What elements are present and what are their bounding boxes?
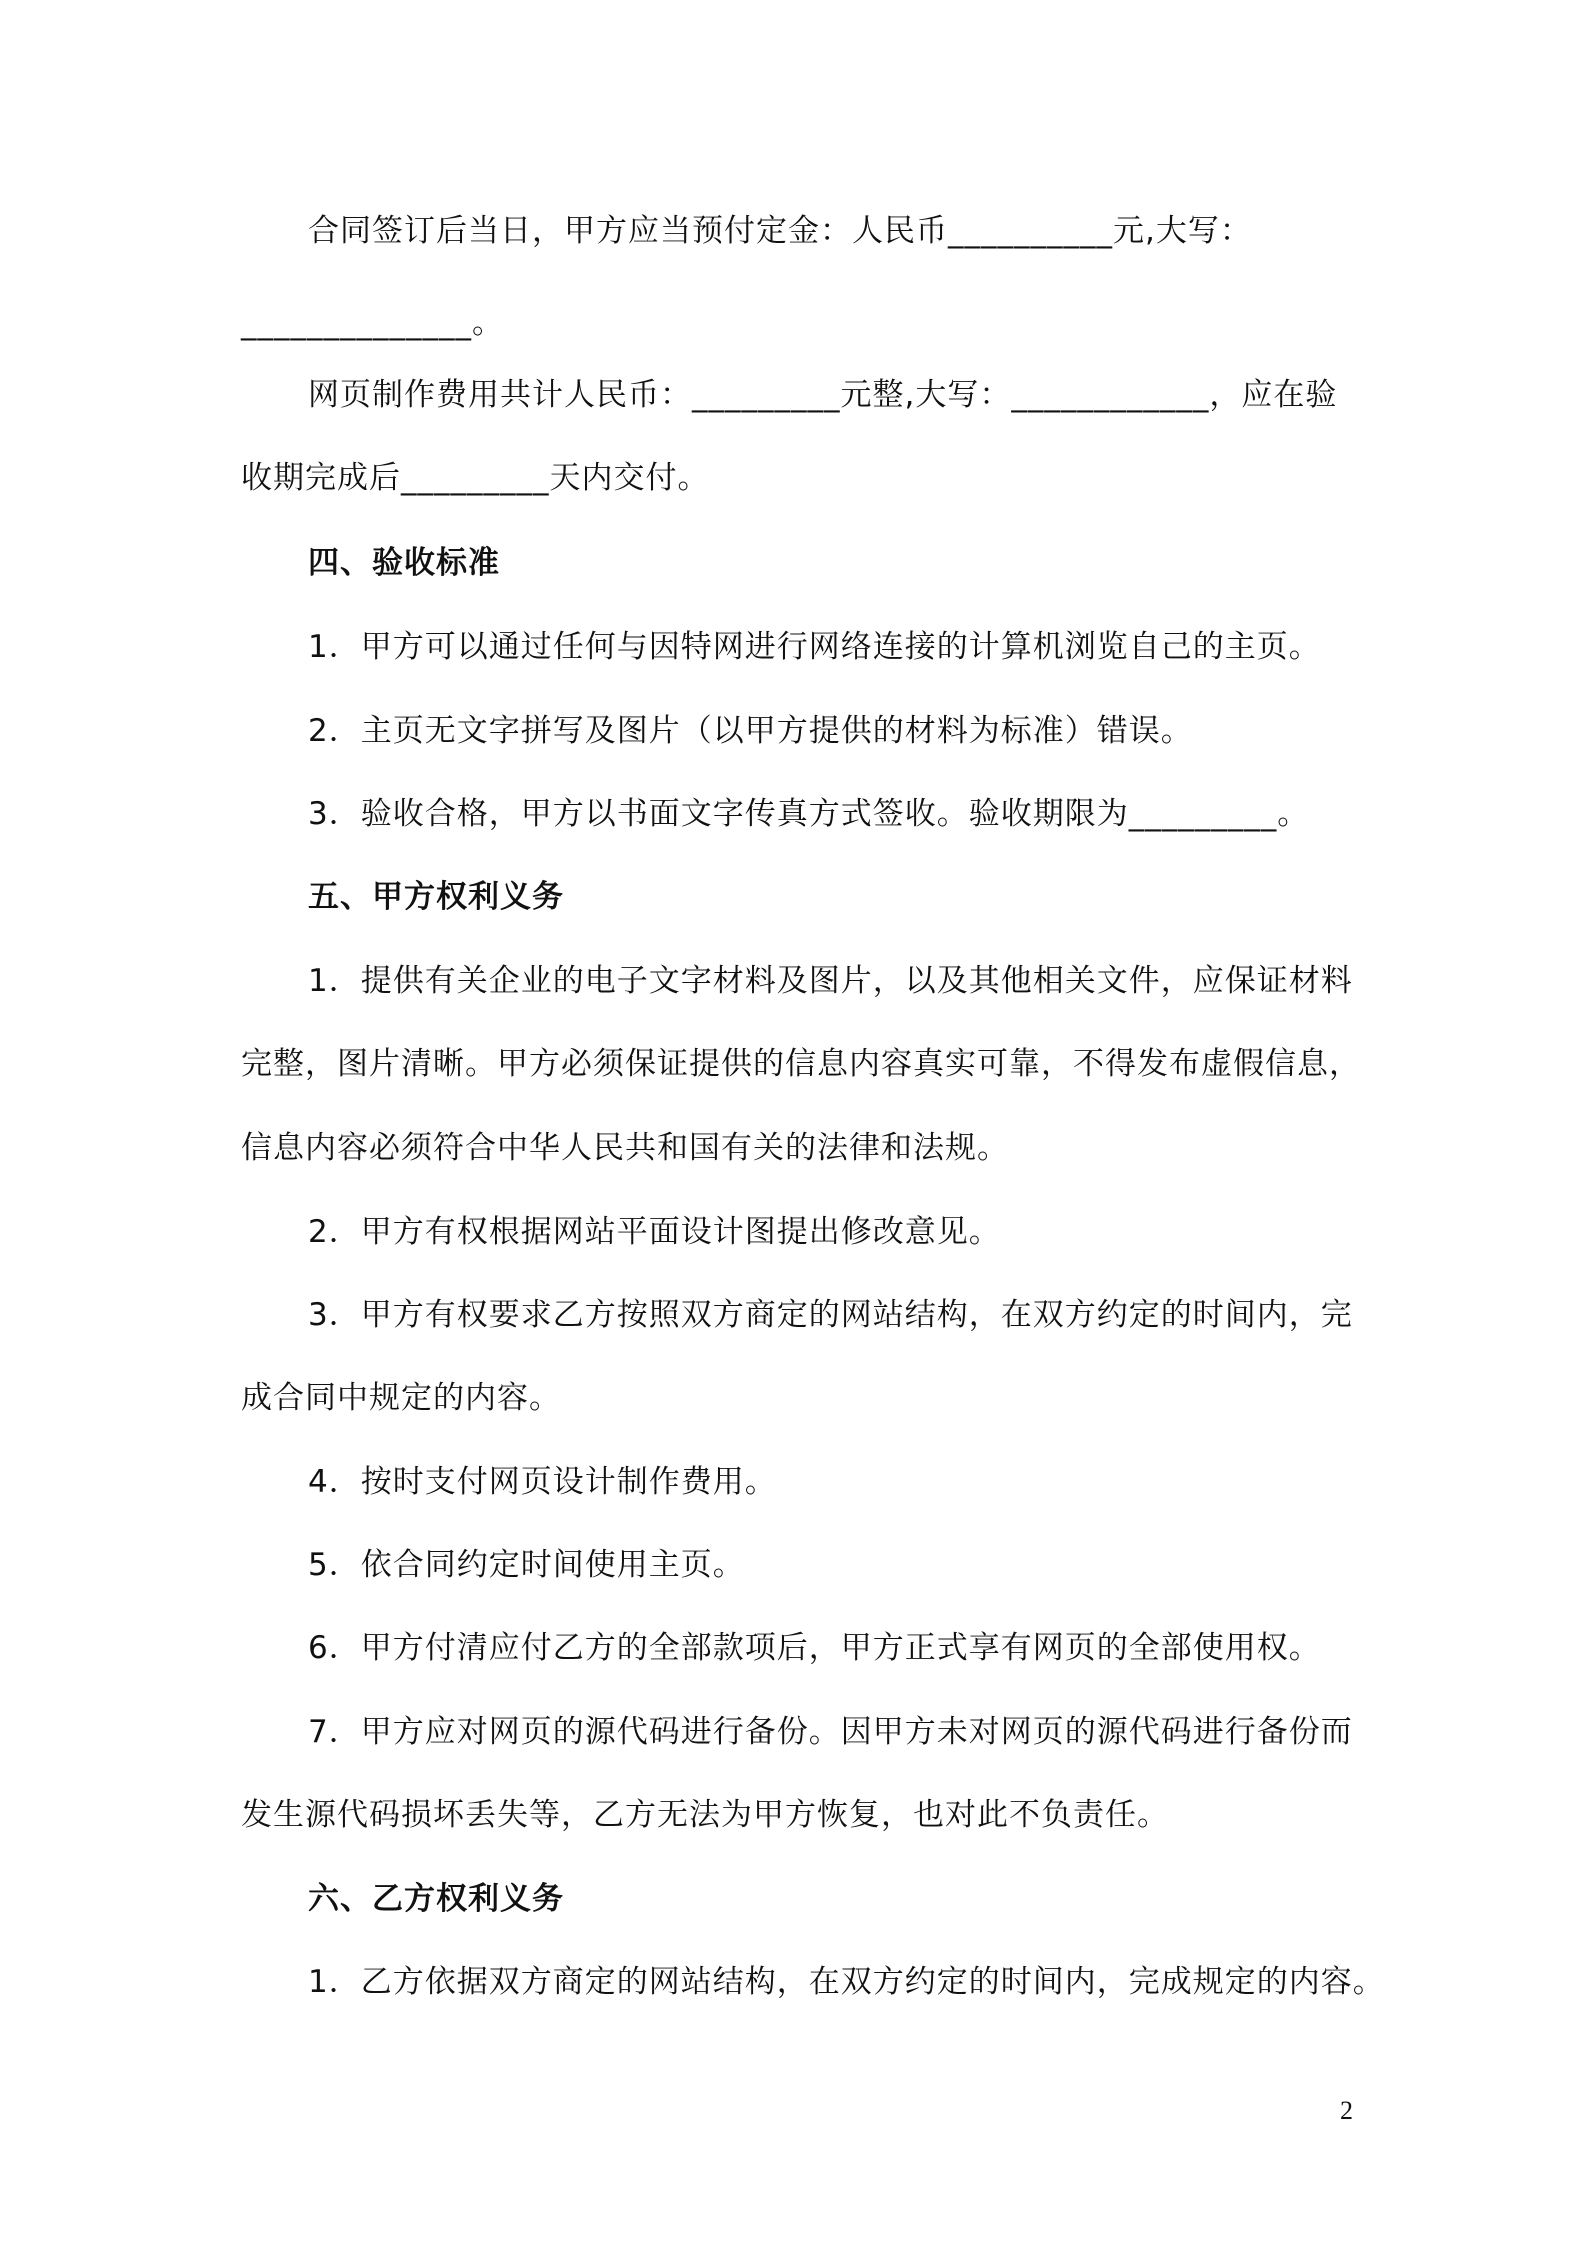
party-a-item-6: 6．甲方付清应付乙方的全部款项后，甲方正式享有网页的全部使用权。	[308, 1630, 1321, 1666]
party-a-item-1: 1．提供有关企业的电子文字材料及图片，以及其他相关文件，应保证材料	[308, 963, 1353, 999]
party-a-item-1-continued-2: 信息内容必须符合中华人民共和国有关的法律和法规。	[241, 1130, 1009, 1166]
party-a-item-7: 7．甲方应对网页的源代码进行备份。因甲方未对网页的源代码进行备份而	[308, 1714, 1353, 1750]
section-heading-party-a: 五、甲方权利义务	[308, 879, 564, 915]
paragraph-fee: 网页制作费用共计人民币：_________元整,大写：____________，应在验	[308, 377, 1338, 413]
party-a-item-1-continued: 完整，图片清晰。甲方必须保证提供的信息内容真实可靠，不得发布虚假信息，	[241, 1046, 1361, 1082]
party-b-item-1: 1．乙方依据双方商定的网站结构，在双方约定的时间内，完成规定的内容。	[308, 1964, 1385, 2000]
paragraph-deposit: 合同签订后当日，甲方应当预付定金：人民币__________元,大写：	[308, 213, 1252, 249]
party-a-item-2: 2．甲方有权根据网站平面设计图提出修改意见。	[308, 1214, 1001, 1250]
paragraph-fee-continued: 收期完成后_________天内交付。	[241, 460, 710, 496]
party-a-item-5: 5．依合同约定时间使用主页。	[308, 1547, 745, 1583]
section-heading-acceptance: 四、验收标准	[308, 545, 500, 581]
section-heading-party-b: 六、乙方权利义务	[308, 1881, 564, 1917]
paragraph-deposit-continued: ______________。	[241, 305, 504, 341]
party-a-item-7-continued: 发生源代码损坏丢失等，乙方无法为甲方恢复，也对此不负责任。	[241, 1797, 1169, 1833]
party-a-item-3: 3．甲方有权要求乙方按照双方商定的网站结构，在双方约定的时间内，完	[308, 1297, 1353, 1333]
party-a-item-4: 4．按时支付网页设计制作费用。	[308, 1464, 777, 1500]
page-number: 2	[1340, 2096, 1353, 2125]
party-a-item-3-continued: 成合同中规定的内容。	[241, 1380, 561, 1416]
acceptance-item-1: 1．甲方可以通过任何与因特网进行网络连接的计算机浏览自己的主页。	[308, 629, 1321, 665]
acceptance-item-3: 3．验收合格，甲方以书面文字传真方式签收。验收期限为_________。	[308, 796, 1310, 832]
acceptance-item-2: 2．主页无文字拼写及图片（以甲方提供的材料为标准）错误。	[308, 713, 1193, 749]
